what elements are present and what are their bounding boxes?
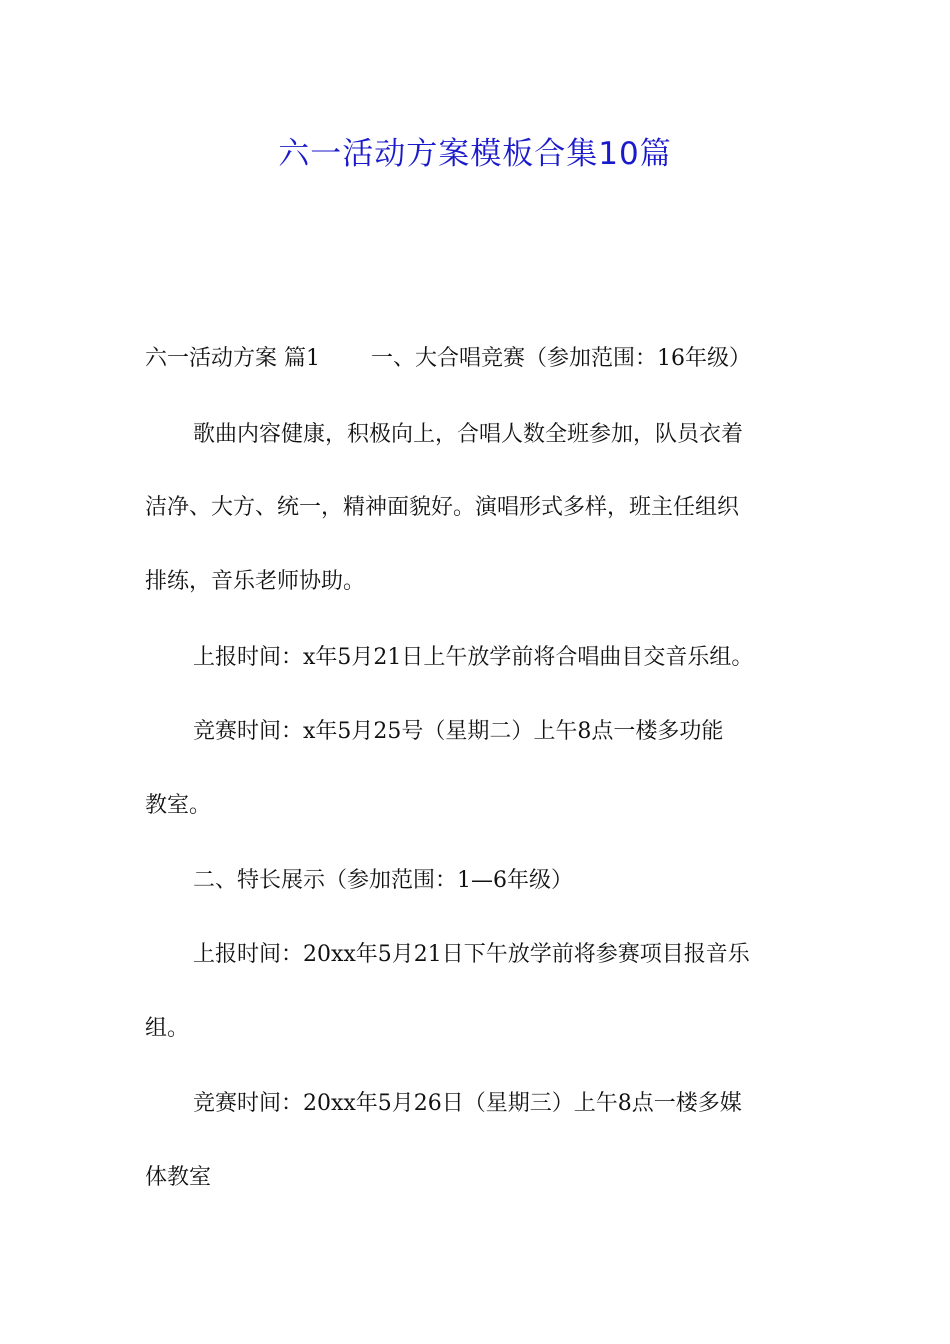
paragraph-line-9: 上报时间：20xx年5月21日下午放学前将参赛项目报音乐 xyxy=(193,942,750,967)
document-title: 六一活动方案模板合集10篇 xyxy=(278,136,672,172)
paragraph-line-7: 教室。 xyxy=(145,793,212,818)
section-heading: 二、特长展示（参加范围：1—6年级） xyxy=(193,868,573,893)
paragraph-line-2: 歌曲内容健康，积极向上，合唱人数全班参加，队员衣着 xyxy=(193,422,744,447)
paragraph-line-6: 竞赛时间：x年5月25号（星期二）上午8点一楼多功能 xyxy=(193,719,724,744)
paragraph-line-1: 六一活动方案 篇1 一、大合唱竞赛（参加范围：16年级） xyxy=(145,346,751,371)
paragraph-line-3: 洁净、大方、统一，精神面貌好。演唱形式多样，班主任组织 xyxy=(145,495,740,520)
paragraph-line-4: 排练，音乐老师协助。 xyxy=(145,569,366,594)
paragraph-line-10: 组。 xyxy=(145,1016,190,1041)
paragraph-line-12: 体教室 xyxy=(145,1165,212,1190)
paragraph-line-11: 竞赛时间：20xx年5月26日（星期三）上午8点一楼多媒 xyxy=(193,1091,742,1116)
paragraph-line-5: 上报时间：x年5月21日上午放学前将合唱曲目交音乐组。 xyxy=(193,645,754,670)
